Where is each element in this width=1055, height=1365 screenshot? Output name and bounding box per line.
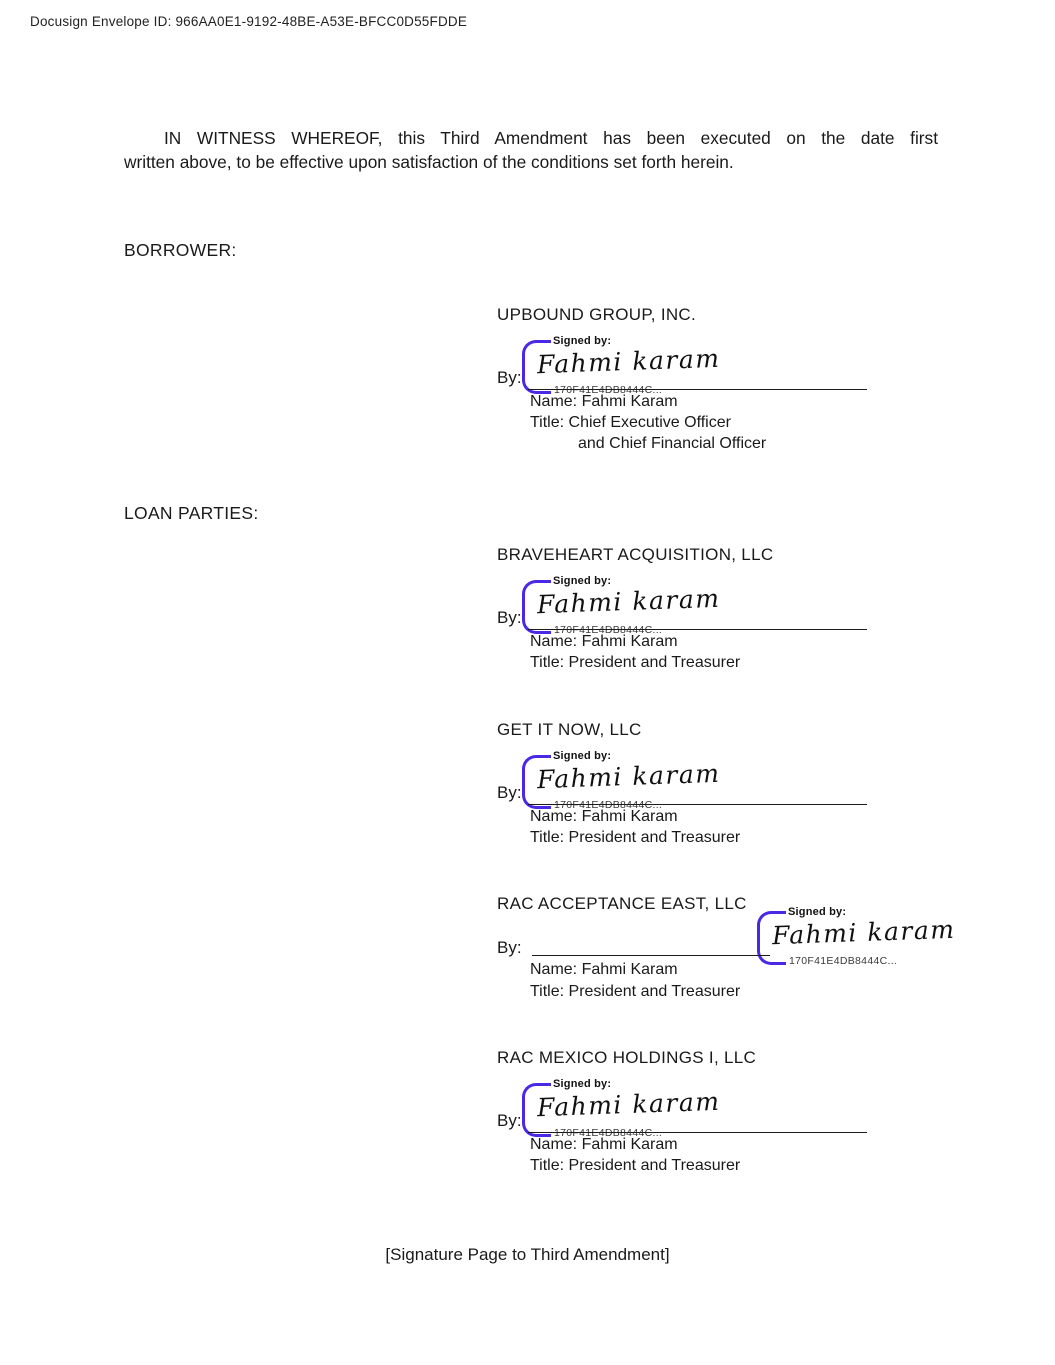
signer-title-line: Title: President and Treasurer [530,983,741,1000]
company-name: BRAVEHEART ACQUISITION, LLC [497,545,774,564]
by-label: By: [497,368,522,387]
company-name: RAC MEXICO HOLDINGS I, LLC [497,1048,757,1067]
signer-name-line: Name: Fahmi Karam [530,1136,678,1153]
signature-block-rac-mexico-holdings [497,1048,937,1208]
signature-block-upbound-group [497,305,937,465]
docusign-signature-stamp [522,750,867,816]
signer-title-line: Title: Chief Executive Officer [530,414,731,431]
loan-parties-label: LOAN PARTIES: [124,503,259,523]
signature-block-braveheart [497,545,937,705]
signature-line [528,629,867,630]
signature-block-get-it-now [497,720,937,880]
signer-name-line: Name: Fahmi Karam [530,633,678,650]
signature-line [528,804,867,805]
signed-by-label: Signed by: [553,750,612,762]
company-name: GET IT NOW, LLC [497,720,642,739]
company-name: UPBOUND GROUP, INC. [497,305,697,324]
borrower-label: BORROWER: [124,240,237,260]
signed-by-label: Signed by: [553,575,612,587]
signature-script: Fahmi karam [536,1086,721,1123]
signature-id: 170F41E4DB8444C... [554,624,663,636]
by-label: By: [497,938,522,957]
signer-title-line: Title: President and Treasurer [530,829,741,846]
signer-name-line: Name: Fahmi Karam [530,808,678,825]
signature-script: Fahmi karam [536,343,721,380]
signature-page-footer: [Signature Page to Third Amendment] [385,1245,670,1264]
signer-title-line: Title: President and Treasurer [530,1157,741,1174]
docusign-signature-stamp [757,906,1055,972]
signature-line [532,955,770,956]
signature-id: 170F41E4DB8444C... [554,1127,663,1139]
signer-title-line-2: and Chief Financial Officer [578,435,767,452]
witness-paragraph-line1: IN WITNESS WHEREOF, this Third Amendment has been executed on the date first [164,128,938,148]
signer-name-line: Name: Fahmi Karam [530,961,678,978]
by-label: By: [497,783,522,802]
witness-paragraph [124,126,938,174]
signed-by-label: Signed by: [788,906,847,918]
signed-by-label: Signed by: [553,1078,612,1090]
docusign-signature-stamp [522,1078,867,1144]
signer-name-line: Name: Fahmi Karam [530,393,678,410]
signature-script: Fahmi karam [771,914,956,951]
signature-script: Fahmi karam [536,583,721,620]
company-name: RAC ACCEPTANCE EAST, LLC [497,894,747,913]
signature-block-rac-acceptance-east [497,894,956,1054]
by-label: By: [497,1111,522,1130]
docusign-envelope-id: Docusign Envelope ID: 966AA0E1-9192-48BE-A53E-BFCC0D55FDDE [30,14,468,29]
signature-id: 170F41E4DB8444C... [554,799,663,811]
witness-paragraph-line2: written above, to be effective upon satisfaction of the conditions set forth herein. [124,152,734,172]
docusign-signature-stamp [522,335,867,401]
signer-title-line: Title: President and Treasurer [530,654,741,671]
signature-script: Fahmi karam [536,758,721,795]
signature-line [528,1132,867,1133]
signature-line [528,389,867,390]
signed-by-label: Signed by: [553,335,612,347]
signature-id: 170F41E4DB8444C... [789,955,898,967]
signature-id: 170F41E4DB8444C... [554,384,663,396]
by-label: By: [497,608,522,627]
docusign-signature-stamp [522,575,867,641]
